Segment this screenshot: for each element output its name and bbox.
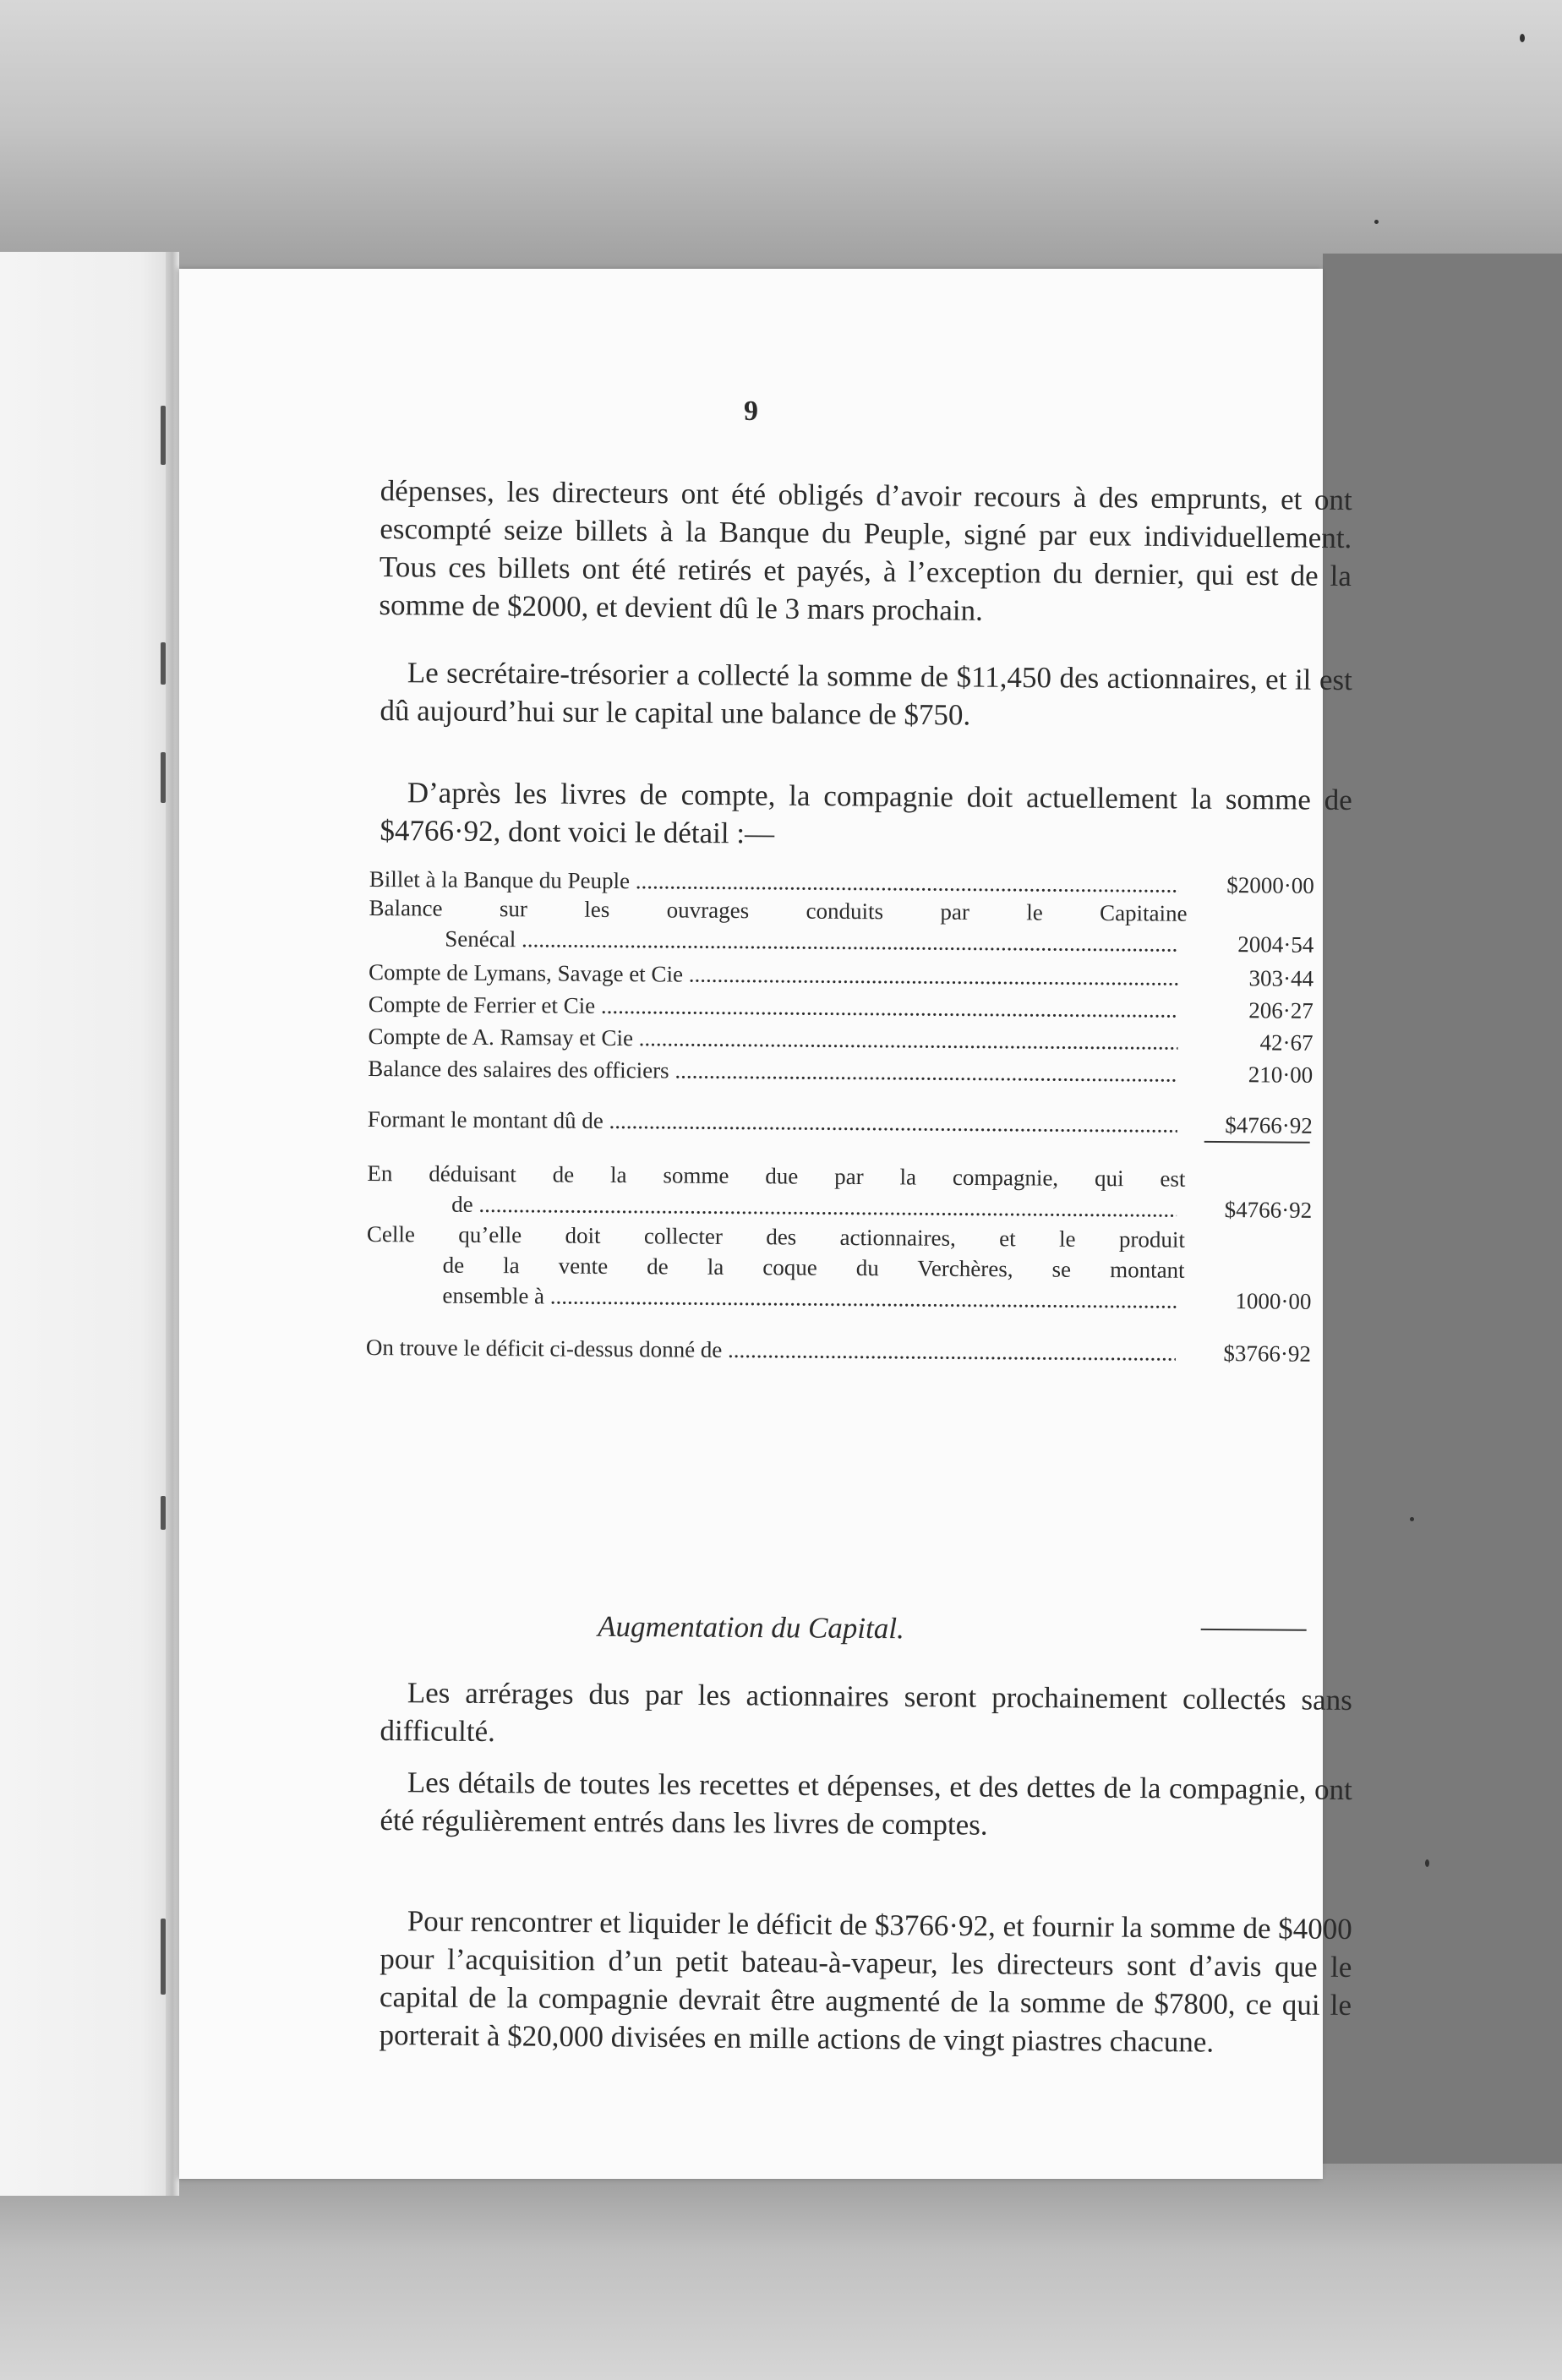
binding-thread bbox=[161, 406, 166, 465]
paragraph bbox=[379, 1902, 1352, 2062]
ledger-label: Formant le montant dû de ..... bbox=[368, 1106, 1177, 1138]
ledger-label: Balance des salaires des officiers ..... bbox=[368, 1056, 1177, 1088]
ledger-row bbox=[366, 1219, 1312, 1317]
page-number: 9 bbox=[744, 396, 758, 427]
scan-background-top bbox=[0, 0, 1562, 279]
ledger-label: Celle qu’elle doit collecter des actionnaires, et le produit bbox=[366, 1220, 1185, 1253]
sum-rule bbox=[1204, 1141, 1310, 1144]
ledger-row bbox=[367, 1158, 1312, 1225]
ledger-label: En déduisant de la somme due par la compagnie, qui est bbox=[367, 1160, 1186, 1192]
ledger-label: On trouve le déficit ci-dessus donné de ..... bbox=[366, 1335, 1176, 1367]
ledger-table bbox=[366, 860, 1314, 1367]
binding-thread bbox=[161, 1496, 166, 1530]
ledger-label-continued: de ..... bbox=[451, 1189, 1177, 1225]
scan-background-bottom bbox=[0, 2164, 1562, 2380]
ledger-amount: 1000·00 bbox=[1235, 1288, 1312, 1314]
ledger-label: Compte de Lymans, Savage et Cie ..... bbox=[369, 959, 1178, 991]
scan-speck bbox=[1425, 1859, 1429, 1867]
binding-thread bbox=[161, 1919, 166, 1995]
ledger-row bbox=[369, 892, 1314, 960]
paragraph bbox=[380, 1673, 1352, 1757]
ledger-label-continued: Senécal ..... bbox=[445, 924, 1178, 959]
paragraph-text: Pour rencontrer et liquider le déficit de $3766·92, et fournir la somme de $4000 pour l’acquisition d’un petit bateau-à-vapeur, les directeurs sont d’avis que le capital de la compagnie devrait être augmenté de la somme de $7800, ce qui le porterait à $20,000 divisées en mille actions de vingt piastres chacune. bbox=[379, 1904, 1352, 2059]
paragraph bbox=[380, 1763, 1352, 1847]
scan-speck bbox=[1410, 1517, 1414, 1521]
document-page bbox=[179, 269, 1352, 2179]
ledger-amount: $4766·92 bbox=[1224, 1197, 1313, 1223]
book-gutter bbox=[166, 252, 179, 2196]
scan-background-right bbox=[1323, 254, 1562, 2197]
ledger-total-row bbox=[368, 1100, 1313, 1139]
paragraph-text: Les arrérages dus par les actionnaires seront prochainement collectés sans difficulté. bbox=[380, 1676, 1352, 1749]
ledger-amount: 42·67 bbox=[1259, 1029, 1314, 1056]
ledger-label-continued: ensemble à ..... bbox=[442, 1280, 1176, 1316]
ledger-label-continued: de la vente de la coque du Verchères, se montant bbox=[442, 1252, 1185, 1283]
ledger-label: Billet à la Banque du Peuple ..... bbox=[369, 866, 1179, 898]
paragraph bbox=[380, 653, 1352, 737]
ledger-amount: 210·00 bbox=[1248, 1062, 1314, 1088]
paragraph bbox=[380, 773, 1352, 857]
section-heading: Augmentation du Capital. bbox=[598, 1609, 904, 1646]
binding-thread bbox=[161, 642, 166, 685]
paragraph bbox=[379, 472, 1352, 633]
ledger-label: Balance sur les ouvrages conduits par le Capitaine bbox=[369, 894, 1188, 926]
scan-speck bbox=[1520, 34, 1525, 42]
ledger-amount: 2004·54 bbox=[1237, 931, 1314, 958]
ledger-row bbox=[368, 1050, 1313, 1089]
paragraph-text: D’après les livres de compte, la compagnie doit actuellement la somme de $4766·92, dont voici le détail :— bbox=[380, 776, 1352, 850]
ledger-amount: 303·44 bbox=[1248, 965, 1314, 991]
ledger-label: Compte de Ferrier et Cie ..... bbox=[369, 991, 1178, 1024]
paragraph-text: Les détails de toutes les recettes et dépenses, et des dettes de la compagnie, ont été régulièrement entrés dans les livres de comptes. bbox=[380, 1766, 1352, 1842]
paragraph-text: dépenses, les directeurs ont été obligés d’avoir recours à des emprunts, et ont escompté seize billets à la Banque du Peuple, signé par eux individuellement. Tous ces billets ont été retirés et payés, à l’exception du dernier, qui est de la somme de $2000, et devient dû le 3 mars prochain. bbox=[379, 473, 1352, 627]
ledger-label: Compte de A. Ramsay et Cie ..... bbox=[368, 1024, 1177, 1056]
facing-page-edge bbox=[0, 252, 176, 2196]
ledger-deficit-row bbox=[366, 1329, 1311, 1367]
ledger-amount: $3766·92 bbox=[1223, 1340, 1312, 1367]
paragraph-text: Le secrétaire-trésorier a collecté la somme de $11,450 des actionnaires, et il est dû aujourd’hui sur le capital une balance de $750. bbox=[380, 656, 1352, 732]
ledger-amount: $4766·92 bbox=[1225, 1112, 1313, 1138]
scan-speck bbox=[1374, 220, 1379, 224]
ledger-amount: 206·27 bbox=[1248, 997, 1314, 1024]
binding-thread bbox=[161, 752, 166, 803]
ledger-amount: $2000·00 bbox=[1226, 872, 1314, 898]
